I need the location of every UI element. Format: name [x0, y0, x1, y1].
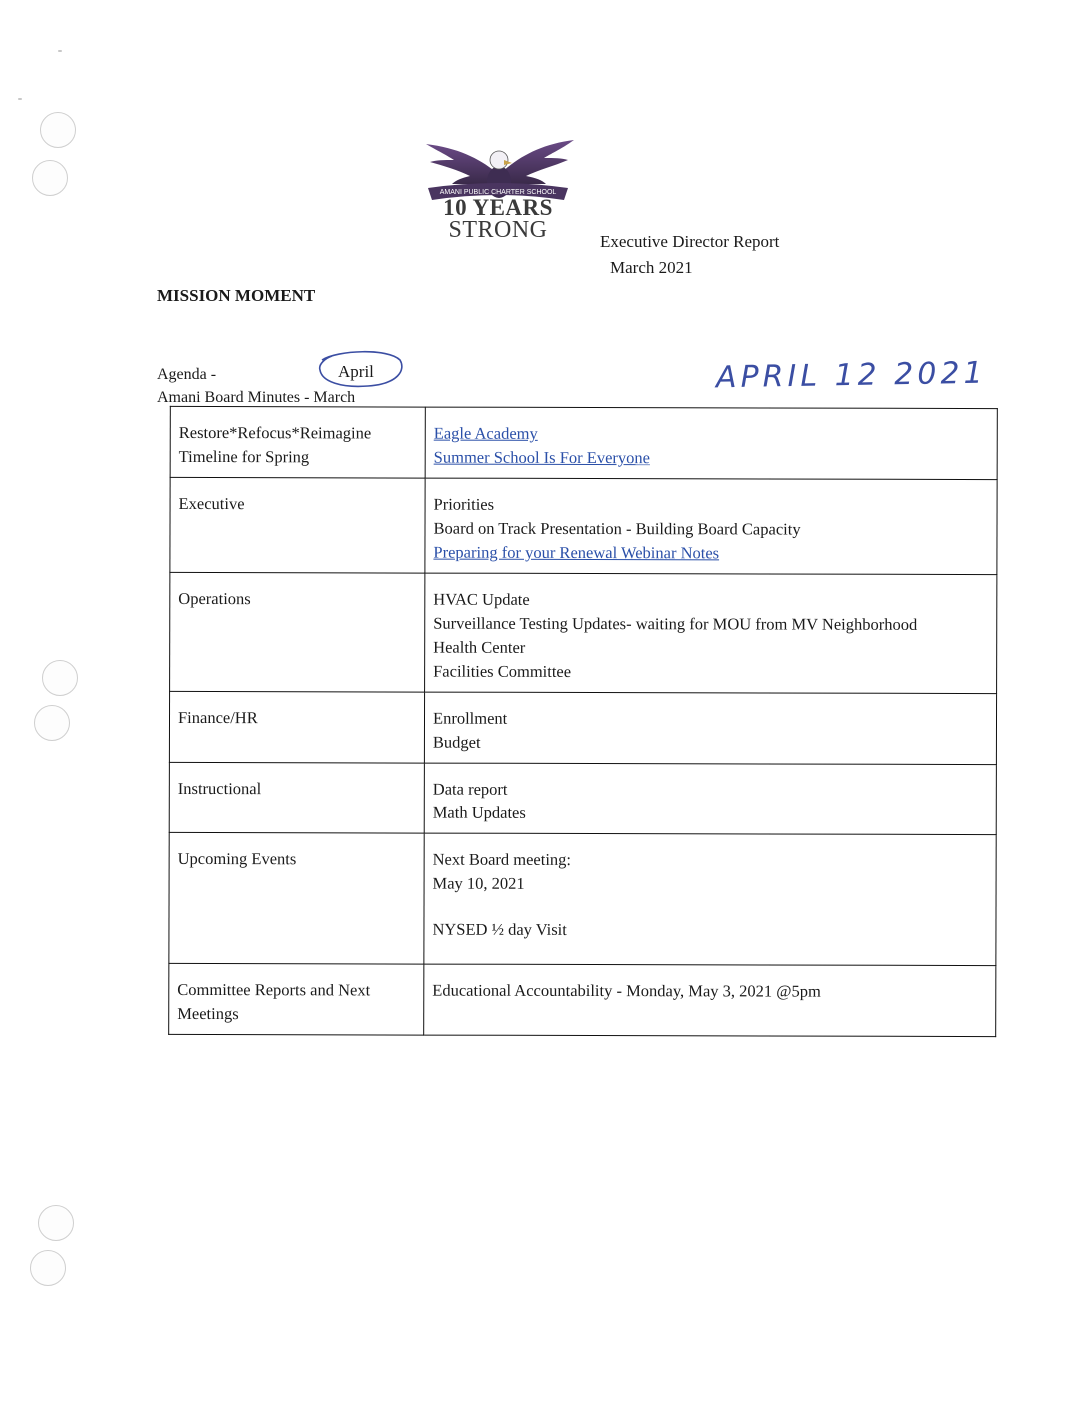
row-items — [424, 833, 996, 965]
item-text: Surveillance Testing Updates- waiting for MOU from MV Neighborhood — [433, 613, 918, 634]
row-items — [424, 692, 996, 764]
binder-hole — [42, 660, 78, 696]
item-text: Health Center — [433, 637, 526, 657]
report-title: Executive Director Report — [600, 232, 780, 251]
spacer — [432, 896, 987, 919]
item-text: NYSED ½ day Visit — [432, 919, 567, 940]
board-minutes-label: Amani Board Minutes - March — [157, 389, 356, 406]
table-row — [170, 406, 997, 479]
binder-hole — [40, 112, 76, 148]
item-text: Educational Accountability - Monday, May 3, 2021 @5pm — [432, 980, 821, 1001]
report-date: March 2021 — [610, 258, 693, 277]
item-text: HVAC Update — [433, 589, 530, 609]
row-label — [170, 572, 425, 691]
item-text: Enrollment — [432, 708, 508, 728]
table-row — [169, 964, 996, 1037]
row-label-line: Timeline for Spring — [178, 446, 310, 467]
binder-hole — [34, 705, 70, 741]
row-label — [170, 406, 425, 478]
item-text: Data report — [432, 779, 508, 799]
row-label — [169, 762, 424, 834]
row-label — [169, 964, 424, 1036]
row-label-line: Finance/HR — [177, 707, 258, 727]
logo-strong-text: STRONG — [448, 217, 548, 243]
row-label-line: Operations — [178, 588, 251, 609]
item-text: Facilities Committee — [433, 661, 572, 681]
row-items — [425, 573, 997, 693]
table-row — [169, 762, 996, 835]
row-items — [425, 478, 997, 574]
mission-moment-heading: MISSION MOMENT — [157, 286, 316, 305]
row-items — [425, 407, 997, 479]
table-row — [170, 477, 997, 574]
item-text: Math Updates — [432, 803, 526, 823]
row-label-line: Restore*Refocus*Reimagine — [178, 422, 372, 443]
row-label-line: Instructional — [177, 778, 262, 798]
row-label — [169, 833, 424, 965]
logo-banner-text: AMANI PUBLIC CHARTER SCHOOL — [439, 189, 557, 196]
row-label — [169, 691, 424, 763]
row-label-line: Meetings — [177, 1004, 239, 1024]
row-label-line: Upcoming Events — [177, 849, 297, 869]
binder-hole — [32, 160, 68, 196]
item-link[interactable]: Eagle Academy — [433, 423, 538, 443]
row-label-line: Committee Reports and Next — [177, 980, 371, 1000]
scan-speck — [18, 98, 22, 100]
row-items — [424, 763, 996, 835]
item-text: May 10, 2021 — [432, 873, 525, 894]
agenda-label: Agenda - — [157, 366, 217, 383]
table-row — [170, 572, 997, 693]
binder-hole — [38, 1205, 74, 1241]
item-text: Next Board meeting: — [432, 849, 572, 870]
item-text: Priorities — [433, 494, 495, 514]
row-label-line: Executive — [178, 493, 245, 514]
item-link[interactable]: Preparing for your Renewal Webinar Notes — [433, 542, 720, 563]
item-link[interactable]: Summer School Is For Everyone — [433, 447, 651, 468]
logo-years-text: 10 YEARS — [443, 195, 553, 220]
item-text: Budget — [432, 732, 481, 752]
item-text: Board on Track Presentation - Building Board Capacity — [433, 518, 801, 539]
handwritten-april: April — [338, 362, 374, 381]
agenda-table — [168, 406, 998, 1037]
scan-speck — [58, 50, 62, 52]
handwritten-date: APRIL 12 2021 — [715, 355, 987, 396]
binder-hole — [30, 1250, 66, 1286]
table-row — [169, 691, 996, 764]
table-row — [169, 833, 996, 966]
row-label — [170, 477, 425, 573]
row-items — [424, 964, 996, 1036]
